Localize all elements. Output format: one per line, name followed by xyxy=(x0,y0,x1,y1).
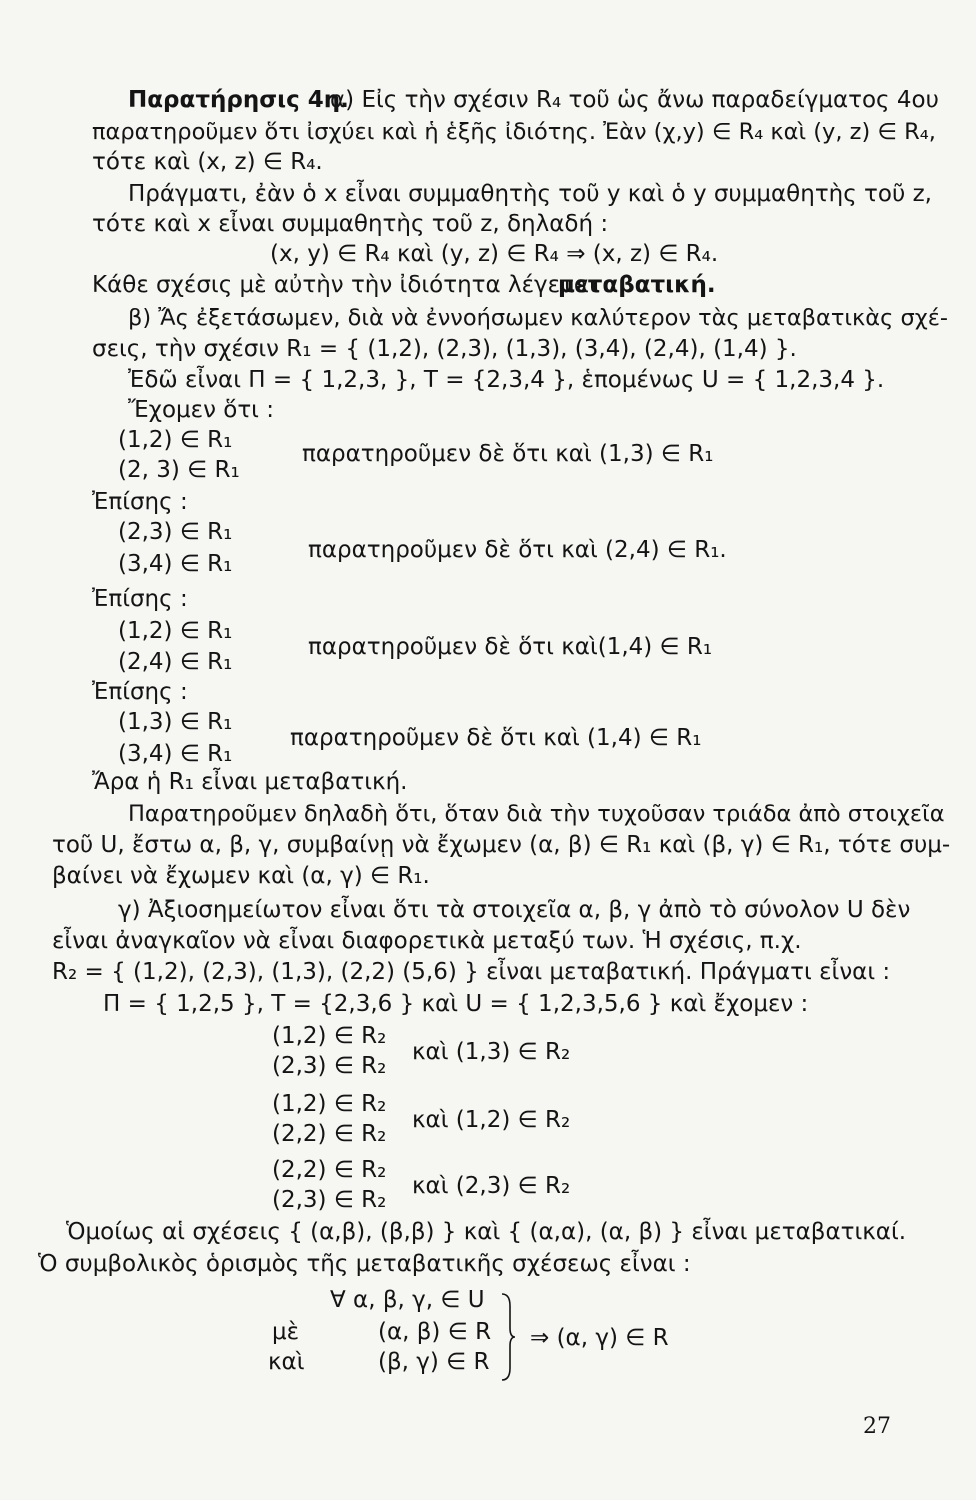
text-line: Ὁμοίως αἱ σχέσεις { (α,β), (β,β) } καὶ { (α,α), (α, β) } εἶναι μεταβατικαί. xyxy=(66,1219,907,1245)
text-line: (2,3) ∈ R₂ xyxy=(272,1187,387,1213)
text-line: Ἐπίσης : xyxy=(92,679,188,705)
text-line: τότε καὶ (x, z) ∈ R₄. xyxy=(92,149,323,175)
text-line: (1,2) ∈ R₂ xyxy=(272,1091,387,1117)
text-line: καὶ (1,2) ∈ R₂ xyxy=(412,1107,571,1133)
text-line: (β, γ) ∈ R xyxy=(378,1349,490,1375)
text-line: Πράγματι, ἐὰν ὁ x εἶναι συμμαθητὴς τοῦ y καὶ ὁ y συμμαθητὴς τοῦ z, xyxy=(128,181,932,207)
text-line: σεις, τὴν σχέσιν R₁ = { (1,2), (2,3), (1,3), (3,4), (2,4), (1,4) }. xyxy=(92,336,797,362)
text-line: (3,4) ∈ R₁ xyxy=(118,741,233,767)
text-line: γ) Ἀξιοσημείωτον εἶναι ὅτι τὰ στοιχεῖα α, β, γ ἀπὸ τὸ σύνολον U δὲν xyxy=(118,897,911,923)
text-line: (1,2) ∈ R₁ xyxy=(118,618,233,644)
page-number: 27 xyxy=(863,1414,891,1439)
text-line: (1,3) ∈ R₁ xyxy=(118,709,233,735)
text-line: καὶ xyxy=(268,1349,305,1375)
text-line: (2,2) ∈ R₂ xyxy=(272,1157,387,1183)
text-line: μὲ xyxy=(272,1319,300,1345)
text-line: Κάθε σχέσις μὲ αὐτὴν τὴν ἰδιότητα λέγεται xyxy=(92,272,597,298)
text-line: Ἔχομεν ὅτι : xyxy=(128,397,275,423)
text-line: Ἐπίσης : xyxy=(92,489,188,515)
text-line: τότε καὶ x εἶναι συμμαθητὴς τοῦ z, δηλαδή : xyxy=(92,211,609,237)
text-line: καὶ (2,3) ∈ R₂ xyxy=(412,1173,571,1199)
text-line: Π = { 1,2,5 }, Τ = {2,3,6 } καὶ U = { 1,2,3,5,6 } καὶ ἔχομεν : xyxy=(103,991,809,1017)
text-line: R₂ = { (1,2), (2,3), (1,3), (2,2) (5,6) } εἶναι μεταβατική. Πράγματι εἶναι : xyxy=(52,959,891,985)
text-line: Ὁ συμβολικὸς ὁρισμὸς τῆς μεταβατικῆς σχέσεως εἶναι : xyxy=(38,1251,691,1277)
text-line: (3,4) ∈ R₁ xyxy=(118,551,233,577)
text-line: ∀ α, β, γ, ∈ U xyxy=(330,1287,485,1313)
text-line: (1,2) ∈ R₁ xyxy=(118,427,233,453)
text-line: (2,4) ∈ R₁ xyxy=(118,649,233,675)
text-line: Ἄρα ἡ R₁ εἶναι μεταβατική. xyxy=(92,769,408,795)
text-line: βαίνει νὰ ἔχωμεν καὶ (α, γ) ∈ R₁. xyxy=(52,863,430,889)
text-line: (2, 3) ∈ R₁ xyxy=(118,457,240,483)
right-brace-icon xyxy=(500,1292,516,1382)
text-line: παρατηροῦμεν δὲ ὅτι καὶ (2,4) ∈ R₁. xyxy=(308,537,727,563)
text-line: παρατηροῦμεν δὲ ὅτι καὶ(1,4) ∈ R₁ xyxy=(308,634,713,660)
text-line: β) Ἄς ἐξετάσωμεν, διὰ νὰ ἐννοήσωμεν καλύτερον τὰς μεταβατικὰς σχέ- xyxy=(128,305,949,331)
text-line: (2,2) ∈ R₂ xyxy=(272,1121,387,1147)
text-line: (1,2) ∈ R₂ xyxy=(272,1023,387,1049)
text-line: μεταβατική. xyxy=(558,272,716,298)
text-line: Παρατηροῦμεν δηλαδὴ ὅτι, ὅταν διὰ τὴν τυχοῦσαν τριάδα ἀπὸ στοιχεῖα xyxy=(128,801,945,827)
text-line: τοῦ U, ἔστω α, β, γ, συμβαίνῃ νὰ ἔχωμεν (α, β) ∈ R₁ καὶ (β, γ) ∈ R₁, τότε συμ- xyxy=(52,832,951,858)
text-line: (α, β) ∈ R xyxy=(378,1319,492,1345)
text-line: (x, y) ∈ R₄ καὶ (y, z) ∈ R₄ ⇒ (x, z) ∈ R₄. xyxy=(270,241,719,267)
text-line: παρατηροῦμεν δὲ ὅτι καὶ (1,4) ∈ R₁ xyxy=(290,725,702,751)
text-line: παρατηροῦμεν δὲ ὅτι καὶ (1,3) ∈ R₁ xyxy=(302,441,714,467)
text-line: Ἐδῶ εἶναι Π = { 1,2,3, }, Τ = {2,3,4 }, ἑπομένως U = { 1,2,3,4 }. xyxy=(128,367,885,393)
text-line: ⇒ (α, γ) ∈ R xyxy=(530,1325,669,1351)
text-line: Ἐπίσης : xyxy=(92,586,188,612)
text-line: παρατηροῦμεν ὅτι ἰσχύει καὶ ἡ ἑξῆς ἰδιότης. Ἐὰν (χ,y) ∈ R₄ καὶ (y, z) ∈ R₄, xyxy=(92,119,936,145)
text-line: (2,3) ∈ R₂ xyxy=(272,1053,387,1079)
text-line: Παρατήρησις 4η. xyxy=(128,87,349,113)
text-line: εἶναι ἀναγκαῖον νὰ εἶναι διαφορετικὰ μεταξύ των. Ἡ σχέσις, π.χ. xyxy=(52,928,802,954)
text-line: καὶ (1,3) ∈ R₂ xyxy=(412,1039,571,1065)
text-line: α) Εἰς τὴν σχέσιν R₄ τοῦ ὡς ἄνω παραδείγματος 4ου xyxy=(330,87,939,113)
text-line: (2,3) ∈ R₁ xyxy=(118,519,233,545)
